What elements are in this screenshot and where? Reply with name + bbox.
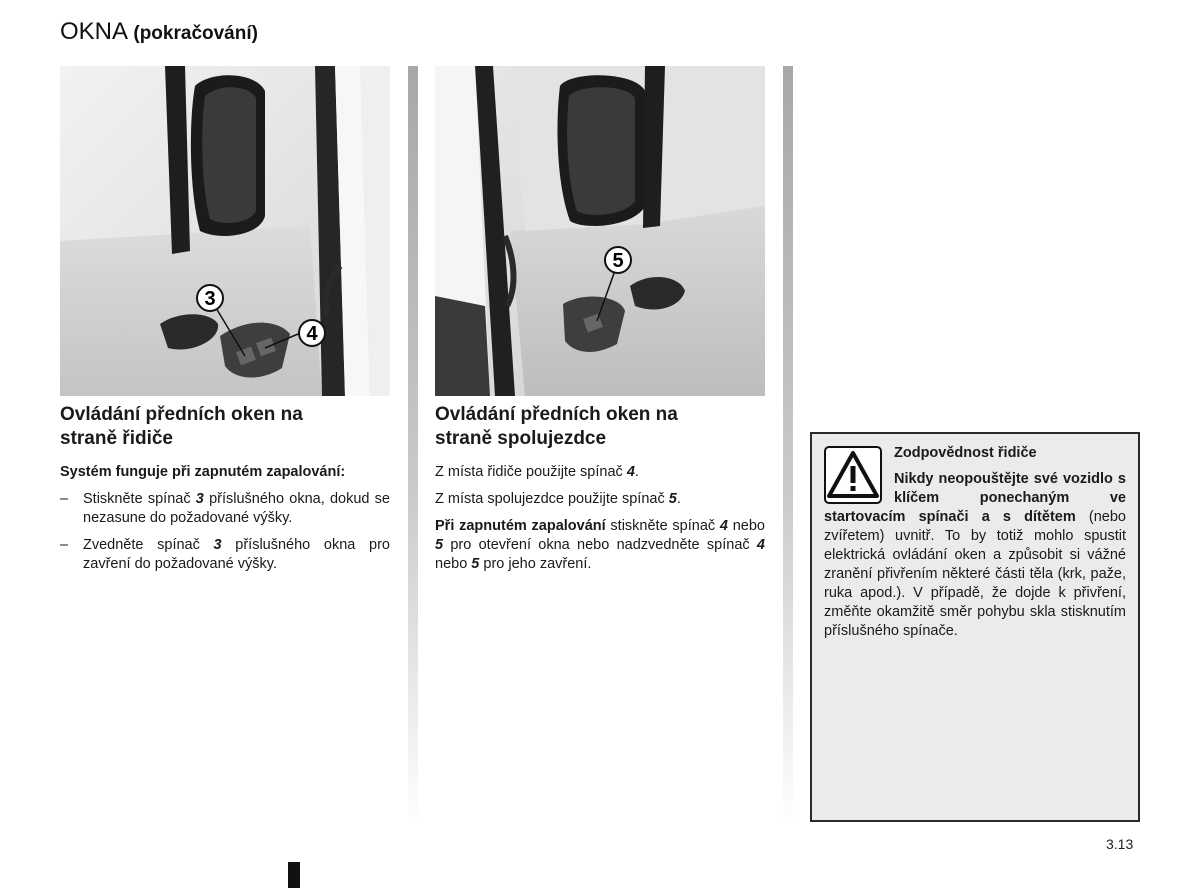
list-item: – Stiskněte spínač 3 příslušného okna, dokud se nezasune do požadované výšky. — [60, 491, 390, 526]
warning-emphasis: Nikdy neopouštějte své vozidlo s klíčem ponechaným ve startovacím spínači a s dítětem — [824, 471, 1126, 525]
switch-ref: 3 — [213, 537, 222, 553]
switch-ref: 4 — [626, 464, 635, 480]
page-title — [60, 18, 258, 46]
column-divider-1 — [408, 66, 418, 826]
driver-intro: Systém funguje při zapnutém zapalování: — [60, 464, 346, 480]
heading-line-1: Ovládání předních oken na — [435, 404, 678, 425]
page-number: 3.13 — [1106, 836, 1134, 852]
callout-3 — [197, 285, 223, 311]
switch-ref: 5 — [668, 491, 677, 507]
page-edge-marker — [288, 862, 300, 888]
bullet-dash: – — [60, 537, 69, 553]
list-item: – Zvedněte spínač 3 příslušného okna pro zavření do požadované výšky. — [60, 537, 390, 572]
warning-box — [810, 432, 1140, 822]
callout-4 — [299, 320, 325, 346]
svg-text:5: 5 — [612, 250, 624, 272]
driver-door-photo — [60, 66, 390, 396]
bullet-dash: – — [60, 491, 69, 507]
driver-side-section — [60, 403, 390, 582]
heading-line-1: Ovládání předních oken na — [60, 404, 303, 425]
driver-steps-list — [60, 490, 390, 574]
passenger-para-1: Z místa řidiče použijte spínač 4. — [435, 464, 639, 480]
title-subtitle: (pokračování) — [133, 23, 258, 44]
passenger-para-3: Při zapnutém zapalování stiskněte spínač 4 nebo 5 pro otevření okna nebo nadzvedněte spínač 4 nebo 5 pro jeho zavření. — [435, 518, 765, 572]
passenger-para-2: Z místa spolujezdce použijte spínač 5. — [435, 491, 681, 507]
passenger-side-section — [435, 403, 765, 582]
callout-5 — [605, 247, 631, 273]
heading-line-2: straně spolujezdce — [435, 428, 607, 449]
svg-text:4: 4 — [306, 323, 318, 345]
svg-text:3: 3 — [204, 288, 216, 310]
column-divider-2 — [783, 66, 793, 826]
passenger-section-heading — [435, 403, 765, 451]
driver-section-heading — [60, 403, 390, 451]
warning-body: (nebo zvířetem) uvnitř. To by totiž mohlo spustit elektrická ovládání oken a způsobit si vážné zranění přivřením některé části těla (krk, paže, ruka apod.). V případě, že dojde k přivření, změňte okamžitě směr pohybu skla stisknutím příslušného spínače. — [824, 509, 1126, 639]
warning-triangle-icon — [824, 446, 882, 504]
title-main: OKNA — [60, 18, 127, 45]
warning-title: Zodpovědnost řidiče — [894, 445, 1037, 461]
heading-line-2: straně řidiče — [60, 428, 173, 449]
passenger-door-photo — [435, 66, 765, 396]
switch-ref: 3 — [195, 491, 204, 507]
